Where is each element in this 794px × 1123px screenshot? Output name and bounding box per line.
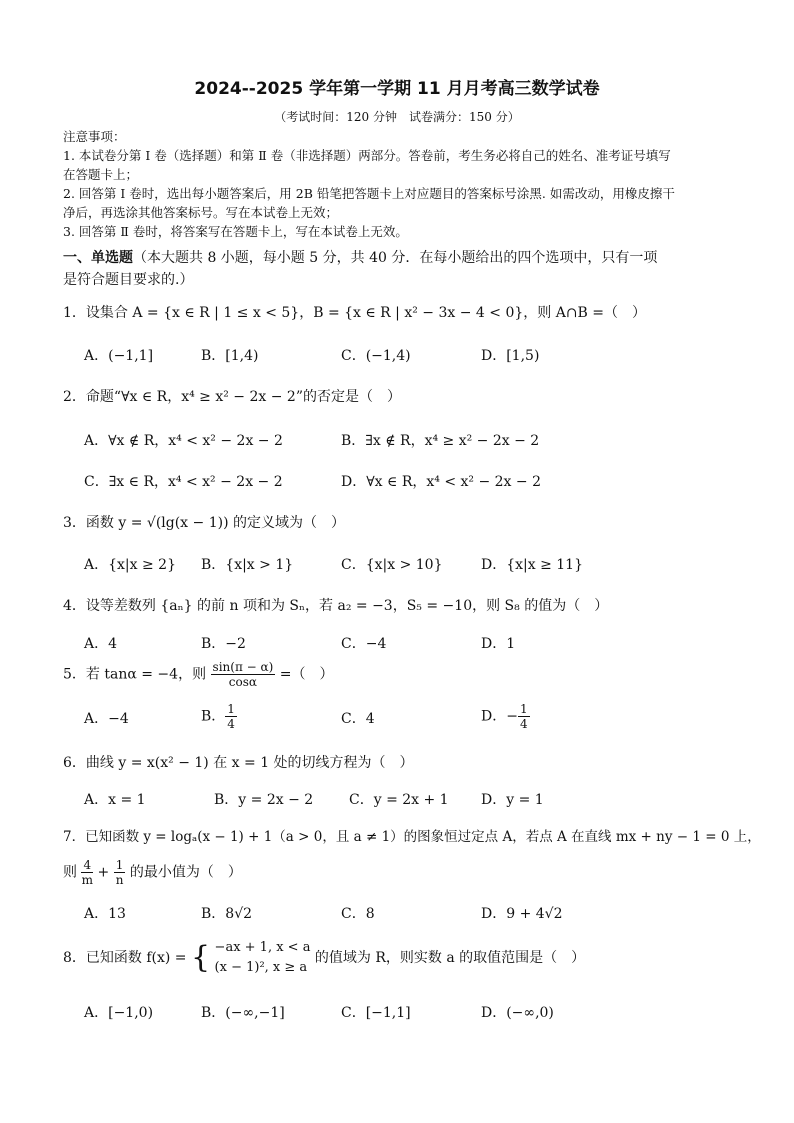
- fraction: $\frac{4}{m}$: [81, 858, 93, 887]
- notes-line: 3. 回答第 Ⅱ 卷时，将答案写在答题卡上，写在本试卷上无效。: [63, 224, 408, 239]
- option-d[interactable]: D．1: [481, 636, 516, 652]
- question-5: 5．若 tanα = −4，则 $\frac{\sin(\pi - \alpha)}{\cos\alpha}$ =（ ）: [63, 660, 334, 689]
- question-2: 2．命题“∀x ∈ R，x⁴ ≥ x² − 2x − 2”的否定是（ ）: [63, 389, 401, 405]
- option-b[interactable]: B．−2: [201, 636, 246, 652]
- option-a[interactable]: A．{x|x ≥ 2}: [84, 557, 176, 573]
- fraction: $\frac{\sin(\pi - \alpha)}{\cos\alpha}$: [212, 660, 274, 689]
- question-1: 1．设集合 A = {x ∈ R | 1 ≤ x < 5}，B = {x ∈ R | x² − 3x − 4 < 0}，则 A∩B =（ ）: [63, 305, 647, 321]
- section-heading: [63, 247, 743, 291]
- option-c[interactable]: C．{x|x > 10}: [341, 557, 443, 573]
- option-a[interactable]: A．[−1,0): [84, 1005, 154, 1021]
- notes-line: 2. 回答第 Ⅰ 卷时，选出每小题答案后，用 2B 铅笔把答题卡上对应题目的答案标号涂黑. 如需改动，用橡皮擦干: [63, 186, 675, 201]
- option-b[interactable]: B．y = 2x − 2: [214, 792, 314, 808]
- notes-line: 在答题卡上；: [63, 167, 139, 182]
- option-c[interactable]: C．y = 2x + 1: [349, 792, 449, 808]
- section-desc-2: 是符合题目要求的.）: [63, 272, 194, 288]
- notes-line: 1. 本试卷分第 Ⅰ 卷（选择题）和第 Ⅱ 卷（非选择题）两部分。答卷前，考生务必将自己的姓名、准考证号填写: [63, 148, 671, 163]
- brace-icon: {: [191, 940, 211, 975]
- option-d[interactable]: D．{x|x ≥ 11}: [481, 557, 583, 573]
- question-8: 8．已知函数 f(x) = { −ax + 1, x < a (x − 1)², x ≥ a 的值域为 R，则实数 a 的取值范围是（ ）: [63, 938, 753, 978]
- option-a[interactable]: A．x = 1: [84, 792, 146, 808]
- question-6: 6．曲线 y = x(x² − 1) 在 x = 1 处的切线方程为（ ）: [63, 755, 414, 771]
- question-7-line-2: 则 $\frac{4}{m}$ + $\frac{1}{n}$ 的最小值为（ ）: [63, 858, 242, 887]
- option-b[interactable]: B．∃x ∉ R，x⁴ ≥ x² − 2x − 2: [341, 433, 540, 449]
- option-c[interactable]: C．4: [341, 711, 375, 727]
- section-title: 一、单选题: [63, 250, 133, 266]
- notes-line: 净后，再选涂其他答案标号。写在本试卷上无效；: [63, 205, 339, 220]
- option-d[interactable]: D．[1,5): [481, 348, 540, 364]
- option-d[interactable]: D．∀x ∈ R，x⁴ < x² − 2x − 2: [341, 474, 541, 490]
- option-a[interactable]: A．(−1,1]: [84, 348, 154, 364]
- option-a[interactable]: A．13: [84, 906, 126, 922]
- section-desc: （本大题共 8 小题，每小题 5 分，共 40 分．在每小题给出的四个选项中，只有一项: [133, 250, 658, 266]
- option-a[interactable]: A．∀x ∉ R，x⁴ < x² − 2x − 2: [84, 433, 283, 449]
- option-b[interactable]: B．[1,4): [201, 348, 259, 364]
- option-d[interactable]: D．y = 1: [481, 792, 544, 808]
- question-7: 7．已知函数 y = logₐ(x − 1) + 1（a > 0，且 a ≠ 1）的图象恒过定点 A，若点 A 在直线 mx + ny − 1 = 0 上，: [63, 829, 761, 845]
- option-c[interactable]: C．−4: [341, 636, 387, 652]
- option-c[interactable]: C．(−1,4): [341, 348, 411, 364]
- option-d[interactable]: D．− $\frac{1}{4}$: [481, 702, 528, 731]
- notes: [63, 127, 743, 241]
- option-a[interactable]: A．−4: [84, 711, 129, 727]
- page-title: 2024--2025 学年第一学期 11 月月考高三数学试卷: [194, 79, 600, 99]
- piecewise: −ax + 1, x < a (x − 1)², x ≥ a: [214, 940, 311, 975]
- option-b[interactable]: B． $\frac{1}{4}$: [201, 702, 235, 731]
- option-c[interactable]: C．8: [341, 906, 375, 922]
- notes-heading: 注意事项：: [63, 129, 126, 144]
- option-a[interactable]: A．4: [84, 636, 118, 652]
- option-b[interactable]: B．8√2: [201, 906, 253, 922]
- fraction: $\frac{1}{n}$: [115, 858, 124, 887]
- option-d[interactable]: D．9 + 4√2: [481, 906, 563, 922]
- option-b[interactable]: B．(−∞,−1]: [201, 1005, 285, 1021]
- question-4: 4．设等差数列 {aₙ} 的前 n 项和为 Sₙ，若 a₂ = −3，S₅ = −10，则 S₈ 的值为（ ）: [63, 598, 609, 614]
- option-c[interactable]: C．∃x ∈ R，x⁴ < x² − 2x − 2: [84, 474, 283, 490]
- exam-info: （考试时间：120 分钟 试卷满分：150 分）: [274, 110, 520, 124]
- option-c[interactable]: C．[−1,1]: [341, 1005, 411, 1021]
- option-b[interactable]: B．{x|x > 1}: [201, 557, 294, 573]
- option-d[interactable]: D．(−∞,0): [481, 1005, 554, 1021]
- question-3: 3．函数 y = √(lg(x − 1)) 的定义域为（ ）: [63, 515, 345, 531]
